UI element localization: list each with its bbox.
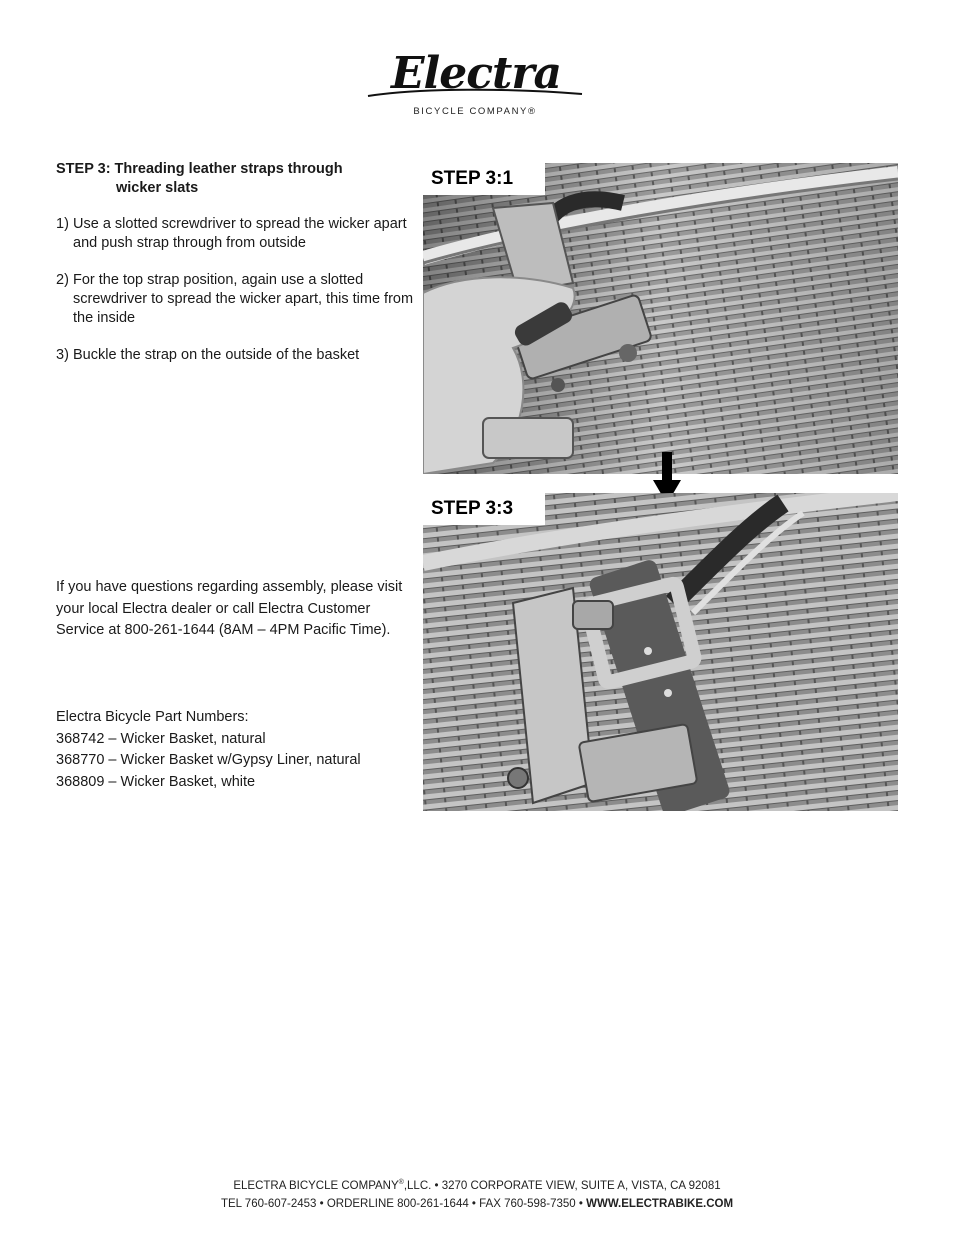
- footer-website-link[interactable]: WWW.ELECTRABIKE.COM: [586, 1197, 734, 1210]
- wicker-basket-hand-photo: [423, 163, 898, 474]
- footer-contact-line: [0, 1195, 954, 1213]
- footer-phones: TEL 760-607-2453 • ORDERLINE 800-261-1644 • FAX 760-598-7350 •: [220, 1197, 587, 1210]
- instruction-number: 2): [56, 272, 69, 288]
- instruction-text: Use a slotted screwdriver to spread the wicker apart and push strap through from outside: [73, 216, 407, 251]
- step-3-1-photo: [423, 163, 898, 474]
- instruction-text: Buckle the strap on the outside of the basket: [73, 347, 360, 363]
- footer-reg-mark: ®: [398, 1179, 404, 1186]
- part-number-item: 368770 – Wicker Basket w/Gypsy Liner, natural: [56, 752, 361, 768]
- step-3-3-photo: [423, 493, 898, 811]
- instruction-text: For the top strap position, again use a slotted screwdriver to spread the wicker apart, this time from the inside: [73, 272, 414, 326]
- footer-address: ,LLC. • 3270 CORPORATE VIEW, SUITE A, VISTA, CA 92081: [403, 1179, 721, 1192]
- step-3-1-label: STEP 3:1: [423, 163, 545, 195]
- electra-logo: [360, 48, 590, 120]
- part-numbers: [56, 707, 416, 793]
- step-heading-line1: STEP 3: Threading leather straps through: [56, 161, 343, 177]
- logo-swash: [360, 84, 590, 104]
- instruction-item: [56, 271, 416, 328]
- step-heading: [56, 160, 416, 198]
- step-heading-line2: wicker slats: [116, 180, 199, 196]
- part-number-item: 368742 – Wicker Basket, natural: [56, 730, 266, 747]
- contact-info: If you have questions regarding assembly, please visit your local Electra dealer or call Electra Customer Service at 800-261-1644 (8AM – 4PM Pacific Time).: [56, 579, 403, 638]
- footer-company: ELECTRA BICYCLE COMPANY: [233, 1179, 399, 1192]
- logo-wordmark: Electra: [390, 48, 562, 99]
- logo-subtitle: BICYCLE COMPANY®: [413, 106, 537, 117]
- step-3-3-label: STEP 3:3: [423, 493, 545, 525]
- instruction-number: 1): [56, 216, 69, 232]
- wicker-basket-buckle-photo: [423, 493, 898, 811]
- part-numbers-heading: Electra Bicycle Part Numbers:: [56, 709, 249, 725]
- part-number-item: 368809 – Wicker Basket, white: [56, 773, 256, 790]
- instruction-item: [56, 215, 416, 253]
- instruction-item: [56, 346, 416, 365]
- instruction-number: 3): [56, 347, 69, 363]
- footer: [0, 1174, 954, 1213]
- footer-address-line: [0, 1174, 954, 1195]
